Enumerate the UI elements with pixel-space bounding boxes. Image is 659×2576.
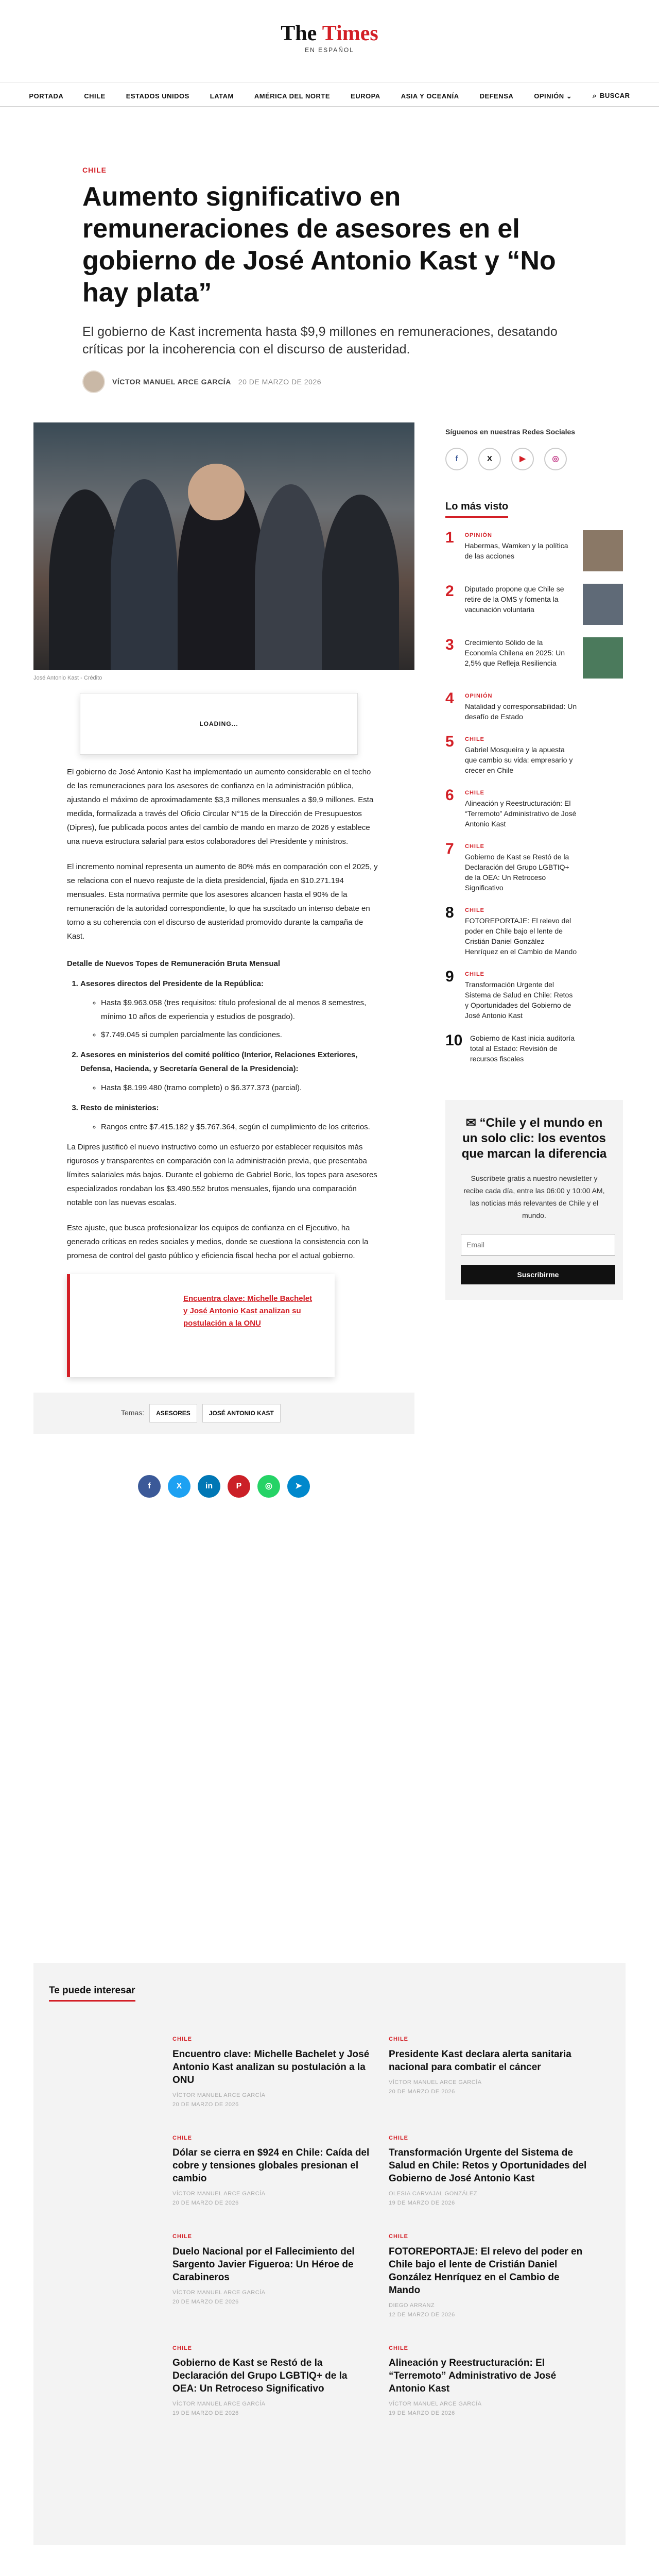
newsletter-title [461, 1115, 608, 1162]
most-viewed-item[interactable] [445, 905, 623, 957]
item-title: Diputado propone que Chile se retire de la OMS y fomenta la vacunación voluntaria [464, 585, 564, 614]
card-date: 19 DE MARZO DE 2026 [389, 2410, 455, 2416]
rank-number: 8 [445, 904, 454, 921]
pinterest-share-icon[interactable]: P [228, 1475, 250, 1498]
related-card[interactable] [172, 2232, 373, 2319]
card-author: VÍCTOR MANUEL ARCE GARCÍA [172, 2401, 266, 2407]
related-card[interactable] [389, 2232, 589, 2319]
rank-number: 6 [445, 787, 454, 804]
most-viewed-item[interactable] [445, 734, 623, 775]
logo-word-times: Times [322, 22, 378, 45]
search-icon: ⌕ [593, 91, 597, 99]
card-author: DIEGO ARRANZ [389, 2302, 435, 2309]
most-viewed-item[interactable] [445, 584, 623, 625]
item-title: Natalidad y corresponsabilidad: Un desafío de Estado [465, 702, 577, 721]
list-item [80, 977, 381, 1042]
list-item-title: Asesores en ministerios del comité político (Interior, Relaciones Exteriores, Defensa, Hacienda, y Secretaría General de la Presidencia): [80, 1050, 358, 1073]
item-title: Crecimiento Sólido de la Economía Chilena en 2025: Un 2,5% que Refleja Resiliencia [464, 638, 565, 667]
item-thumbnail [583, 584, 623, 625]
item-category: CHILE [465, 971, 484, 977]
list-subitem: ◦ Hasta $9.963.058 (tres requisitos: título profesional de al menos 8 semestres, mínimo 10 años de experiencia y estudios de posgrado). [101, 996, 381, 1024]
tag-asesores[interactable]: ASESORES [149, 1404, 197, 1422]
nav-europa[interactable]: EUROPA [351, 92, 380, 100]
related-card[interactable] [389, 2344, 589, 2418]
card-title: Alineación y Reestructuración: El “Terremoto” Administrativo de José Antonio Kast [389, 2358, 557, 2394]
card-date: 20 DE MARZO DE 2026 [389, 2088, 455, 2095]
card-date: 20 DE MARZO DE 2026 [172, 2200, 239, 2206]
item-title: Gobierno de Kast inicia auditoría total al Estado: Revisión de recursos fiscales [470, 1034, 575, 1063]
site-logo[interactable] [0, 22, 659, 55]
related-title: Te puede interesar [49, 1984, 135, 2002]
mail-icon: ✉ [465, 1116, 480, 1130]
card-category: CHILE [389, 2233, 408, 2240]
card-title: Duelo Nacional por el Fallecimiento del Sargento Javier Figueroa: Un Héroe de Carabineros [172, 2246, 355, 2283]
nav-asia-oceania[interactable]: ASIA Y OCEANÍA [401, 92, 459, 100]
item-category: OPINIÓN [464, 532, 492, 538]
article-main [33, 422, 414, 1498]
paragraph-4: Este ajuste, que busca profesionalizar los equipos de confianza en el Ejecutivo, ha generado críticas en redes sociales y medios, donde se cuestiona la consistencia con la promesa de control del gasto público y eficiencia fiscal hecha por el actual gobierno. [67, 1223, 369, 1260]
nav-latam[interactable]: LATAM [210, 92, 234, 100]
card-author: VÍCTOR MANUEL ARCE GARCÍA [172, 2092, 266, 2098]
item-thumbnail [583, 530, 623, 571]
nav-opinion[interactable]: OPINIÓN ⌄ [534, 92, 573, 100]
sidebar-newsletter [445, 1100, 623, 1300]
item-title: Gabriel Mosqueira y la apuesta que cambio su vida: empresario y crecer en Chile [465, 745, 573, 774]
nav-estados-unidos[interactable]: ESTADOS UNIDOS [126, 92, 189, 100]
list-item-title: Resto de ministerios: [80, 1103, 159, 1112]
item-title: Transformación Urgente del Sistema de Salud en Chile: Retos y Oportunidades del Gobierno de José Antonio Kast [465, 980, 573, 1020]
related-card[interactable] [172, 2134, 373, 2208]
nav-buscar-label: BUSCAR [599, 91, 630, 99]
rank-number: 9 [445, 968, 454, 985]
newsletter-subscribe-button[interactable]: Suscribirme [461, 1265, 615, 1284]
card-category: CHILE [172, 2134, 192, 2141]
tags-bar [33, 1393, 414, 1434]
rank-number: 5 [445, 733, 454, 750]
rank-number: 3 [445, 636, 454, 653]
list-subitem: ◦ $7.749.045 si cumplen parcialmente las condiciones. [101, 1028, 381, 1042]
item-thumbnail [583, 637, 623, 679]
article-body [33, 765, 414, 1377]
nav-portada[interactable]: PORTADA [29, 92, 64, 100]
telegram-share-icon[interactable]: ➤ [287, 1475, 310, 1498]
youtube-icon[interactable]: ▶ [511, 448, 534, 470]
rank-number: 7 [445, 840, 454, 857]
x-share-icon[interactable]: X [168, 1475, 190, 1498]
newsletter-email-input[interactable] [461, 1234, 615, 1256]
list-subitem: ◦ Rangos entre $7.415.182 y $5.767.364, según el cumplimiento de los criterios. [101, 1120, 381, 1134]
card-category: CHILE [389, 2134, 408, 2141]
x-icon[interactable]: X [478, 448, 501, 470]
card-title: Presidente Kast declara alerta sanitaria nacional para combatir el cáncer [389, 2048, 571, 2073]
card-category: CHILE [389, 2345, 408, 2351]
related-card[interactable] [172, 2035, 373, 2109]
most-viewed-item[interactable] [445, 969, 623, 1021]
list-item-title: Asesores directos del Presidente de la República: [80, 979, 264, 988]
site-header [0, 0, 659, 82]
item-category: CHILE [465, 790, 484, 796]
item-title: FOTOREPORTAJE: El relevo del poder en Chile bajo el lente de Cristián Daniel González Henríquez en el Cambio de Mando [465, 917, 577, 956]
nav-defensa[interactable]: DEFENSA [479, 92, 514, 100]
most-viewed-list [445, 530, 623, 1064]
instagram-icon[interactable]: ◎ [544, 448, 567, 470]
most-viewed-item[interactable] [445, 841, 623, 893]
rank-number: 10 [445, 1032, 463, 1049]
logo-word-the: The [281, 22, 317, 45]
article-photo [33, 422, 414, 670]
list-item [80, 1101, 381, 1134]
linkedin-share-icon[interactable]: in [198, 1475, 220, 1498]
card-date: 12 DE MARZO DE 2026 [389, 2311, 455, 2318]
article-category[interactable]: CHILE [82, 166, 107, 174]
related-card[interactable] [389, 2134, 589, 2208]
most-viewed-item[interactable] [445, 788, 623, 829]
share-bar [33, 1475, 414, 1498]
related-card[interactable] [172, 2344, 373, 2418]
related-card[interactable] [389, 2035, 589, 2109]
paragraph-2: El incremento nominal representa un aumento de 80% más en comparación con el 2025, y se relaciona con el nuevo reajuste de la dieta presidencial, fijada en $10.271.194 mensuales. Esta normativa permite que los asesores alcancen hasta el 90% de la remuneración de la autoridad correspondiente, lo que ha suscitado un intenso debate en torno a su coherencia con el discurso de austeridad promovido durante la campaña de Kast. [67, 862, 378, 941]
card-date: 20 DE MARZO DE 2026 [172, 2101, 239, 2108]
item-category: OPINIÓN [465, 693, 493, 699]
list-item [80, 1048, 381, 1095]
most-viewed-item[interactable] [445, 637, 623, 679]
detail-list [80, 977, 381, 1134]
author-name[interactable]: VÍCTOR MANUEL ARCE GARCÍA [112, 377, 231, 386]
card-category: CHILE [172, 2036, 192, 2042]
list-subitem: ◦ Hasta $8.199.480 (tramo completo) o $6.377.373 (parcial). [101, 1081, 381, 1095]
facebook-share-icon[interactable]: f [138, 1475, 161, 1498]
most-viewed-item[interactable] [445, 530, 623, 571]
card-category: CHILE [172, 2345, 192, 2351]
related-section [33, 1963, 626, 2545]
author-avatar[interactable] [82, 370, 105, 393]
social-title: Síguenos en nuestras Redes Sociales [445, 428, 576, 436]
facebook-icon[interactable]: f [445, 448, 468, 470]
article-title: Aumento significativo en remuneraciones de asesores en el gobierno de José Antonio Kast y “No hay plata” [82, 182, 556, 308]
tag-jose-antonio-kast[interactable]: JOSÉ ANTONIO KAST [202, 1404, 281, 1422]
item-category: CHILE [465, 907, 484, 913]
sidebar [445, 427, 623, 1300]
article-header [82, 165, 577, 393]
item-title: Alineación y Reestructuración: El “Terremoto” Administrativo de José Antonio Kast [465, 799, 577, 828]
card-title: Transformación Urgente del Sistema de Salud en Chile: Retos y Oportunidades del Gobierno de José Antonio Kast [389, 2147, 587, 2184]
detail-heading: Detalle de Nuevos Topes de Remuneración Bruta Mensual [67, 959, 280, 968]
social-icons [445, 448, 623, 470]
card-author: VÍCTOR MANUEL ARCE GARCÍA [172, 2191, 266, 2197]
card-date: 20 DE MARZO DE 2026 [172, 2298, 239, 2305]
rank-number: 2 [445, 583, 454, 600]
card-author: OLESIA CARVAJAL GONZÁLEZ [389, 2191, 477, 2197]
logo-subtitle: EN ESPAÑOL [305, 46, 354, 54]
card-date: 19 DE MARZO DE 2026 [389, 2200, 455, 2206]
item-category: CHILE [465, 843, 484, 850]
rank-number: 1 [445, 529, 454, 546]
paragraph-3: La Dipres justificó el nuevo instructivo como un esfuerzo por establecer requisitos más rigurosos y transparentes en comparación con la administración previa, que presentaba límites salariales más bajos. Durante el gobierno de Gabriel Boric, los topes para asesores especializados rondaban los $3.490.552 brutos mensuales, fijando una comparación notable con las nuevas escalas. [67, 1142, 377, 1207]
card-author: VÍCTOR MANUEL ARCE GARCÍA [389, 2401, 482, 2407]
article-date: 20 DE MARZO DE 2026 [238, 377, 322, 386]
item-title: Habermas, Wamken y la política de las acciones [464, 541, 568, 560]
card-category: CHILE [389, 2036, 408, 2042]
card-category: CHILE [172, 2233, 192, 2240]
newsletter-text: Suscríbete gratis a nuestro newsletter y recibe cada día, entre las 06:00 y 10:00 AM, las noticias más relevantes de Chile y el mundo. [463, 1174, 605, 1219]
card-title: Encuentro clave: Michelle Bachelet y José Antonio Kast analizan su postulación a la ONU [172, 2048, 370, 2086]
main-nav [0, 85, 659, 107]
item-title: Gobierno de Kast se Restó de la Declaración del Grupo LGBTIQ+ de la OEA: Un Retroceso Significativo [465, 853, 569, 892]
card-title: FOTOREPORTAJE: El relevo del poder en Chile bajo el lente de Cristián Daniel González Henríquez en el Cambio de Mando [389, 2246, 583, 2296]
card-title: Gobierno de Kast se Restó de la Declaración del Grupo LGBTIQ+ de la OEA: Un Retroceso Significativo [172, 2358, 348, 2394]
most-viewed-item[interactable] [445, 691, 623, 722]
article-dek: El gobierno de Kast incrementa hasta $9,9 millones en remuneraciones, desatando críticas por la incoherencia con el discurso de austeridad. [82, 325, 558, 357]
paragraph-1: El gobierno de José Antonio Kast ha implementado un aumento considerable en el techo de las remuneraciones para los asesores de confianza en la administración pública, ajustando el máximo de aproximadamente $3,3 millones mensuales a $9,9 millones. Esta medida, formalizada a través del Oficio Circular N°15 de la Dirección de Presupuestos (Dipres), fue publicada pocos antes del cambio de mando en marzo de 2026 y establece una nueva estructura salarial para estos colaboradores del Presidente y ministros. [67, 767, 374, 846]
tags-label: Temas: [121, 1409, 145, 1417]
card-author: VÍCTOR MANUEL ARCE GARCÍA [389, 2079, 482, 2086]
rank-number: 4 [445, 690, 454, 707]
nav-chile[interactable]: CHILE [84, 92, 106, 100]
most-viewed-item[interactable] [445, 1033, 623, 1064]
card-author: VÍCTOR MANUEL ARCE GARCÍA [172, 2289, 266, 2296]
related-link-card[interactable]: Encuentra clave: Michelle Bachelet y José Antonio Kast analizan su postulación a la ONU [67, 1274, 335, 1377]
photo-caption: José Antonio Kast - Crédito [33, 675, 102, 681]
nav-buscar[interactable] [582, 85, 640, 106]
card-date: 19 DE MARZO DE 2026 [172, 2410, 239, 2416]
embed-loading: LOADING... [80, 693, 358, 755]
byline [82, 370, 577, 393]
card-title: Dólar se cierra en $924 en Chile: Caída del cobre y tensiones globales presionan el cambio [172, 2147, 370, 2184]
item-category: CHILE [465, 736, 484, 742]
related-grid [172, 2035, 587, 2418]
nav-america-del-norte[interactable]: AMÉRICA DEL NORTE [254, 92, 331, 100]
whatsapp-share-icon[interactable]: ◎ [257, 1475, 280, 1498]
most-viewed-title: Lo más visto [445, 499, 508, 518]
newsletter-title-text: “Chile y el mundo en un solo clic: los eventos que marcan la diferencia [461, 1116, 607, 1161]
